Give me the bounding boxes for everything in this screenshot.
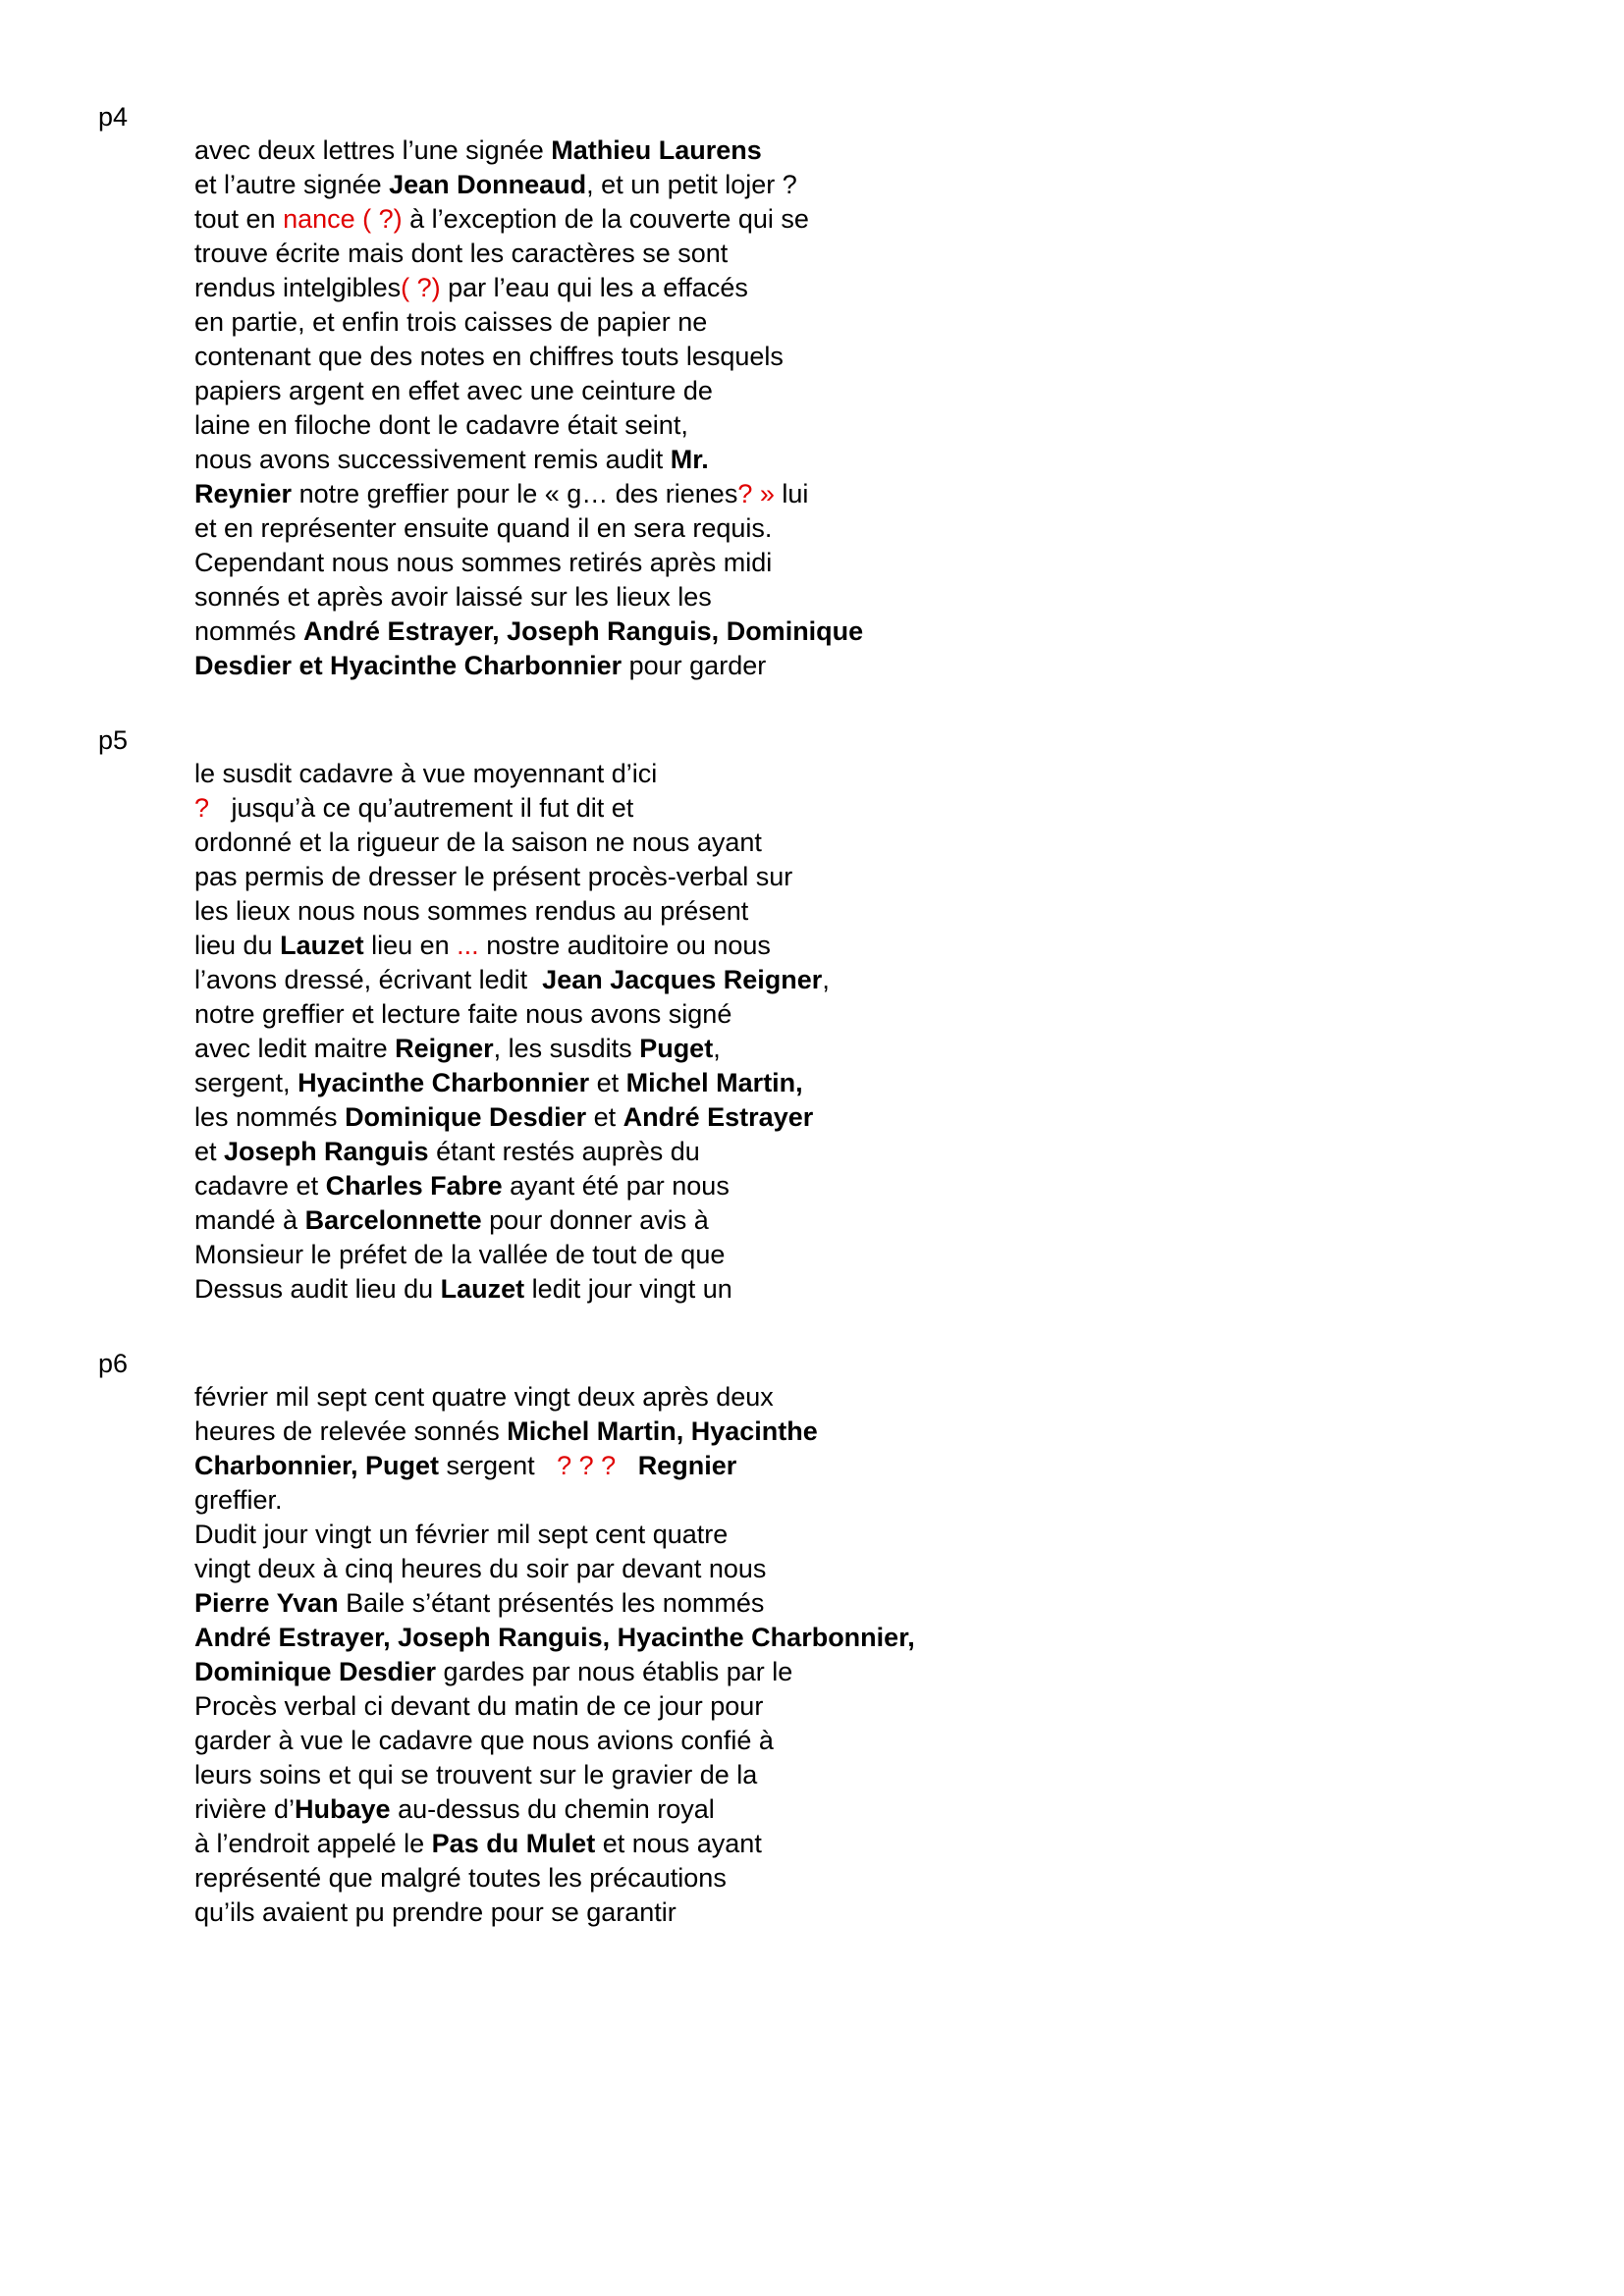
text-line xyxy=(194,1100,1589,1135)
text-segment: ledit jour vingt un xyxy=(524,1274,732,1304)
text-segment: lieu en xyxy=(363,931,458,960)
bold-name-text: André Estrayer, Joseph Ranguis, Hyacinthe Charbonnier, xyxy=(194,1623,915,1652)
text-segment: Dudit jour vingt un février mil sept cent quatre xyxy=(194,1520,729,1549)
text-segment: février mil sept cent quatre vingt deux après deux xyxy=(194,1382,774,1412)
text-line xyxy=(194,1792,1589,1827)
bold-name-text: Barcelonnette xyxy=(304,1205,482,1235)
text-segment: , xyxy=(713,1034,721,1063)
text-segment: pour donner avis à xyxy=(481,1205,709,1235)
uncertain-reading-mark: nance ( ?) xyxy=(283,204,403,234)
text-segment: heures de relevée sonnés xyxy=(194,1416,508,1446)
text-line xyxy=(194,649,1589,683)
text-line xyxy=(194,1135,1589,1169)
text-segment: représenté que malgré toutes les précautions xyxy=(194,1863,727,1893)
text-segment: mandé à xyxy=(194,1205,305,1235)
bold-name-text: Lauzet xyxy=(440,1274,525,1304)
text-segment: tout en xyxy=(194,204,284,234)
text-line xyxy=(194,271,1589,305)
text-segment: et xyxy=(194,1137,225,1166)
text-line xyxy=(194,1758,1589,1792)
text-segment: papiers argent en effet avec une ceinture de xyxy=(194,376,713,405)
text-line xyxy=(194,1724,1589,1758)
uncertain-reading-mark: ( ?) xyxy=(401,273,441,302)
text-segment: les lieux nous nous sommes rendus au présent xyxy=(194,896,749,926)
bold-name-text: Mr. xyxy=(670,445,709,474)
text-segment: rendus intelgibles xyxy=(194,273,402,302)
bold-name-text: Pas du Mulet xyxy=(431,1829,596,1858)
bold-name-text: Michel Martin, Hyacinthe xyxy=(507,1416,818,1446)
page-marker-p4: p4 xyxy=(98,102,129,132)
bold-name-text: Charbonnier, Puget xyxy=(194,1451,440,1480)
text-line xyxy=(194,1203,1589,1238)
text-segment: et l’autre signée xyxy=(194,170,390,199)
text-line xyxy=(194,408,1589,443)
text-line xyxy=(194,1483,1589,1518)
text-segment: le susdit cadavre à vue moyennant d’ici xyxy=(194,759,658,788)
text-line xyxy=(194,997,1589,1032)
text-line xyxy=(194,860,1589,894)
text-line xyxy=(194,614,1589,649)
text-line xyxy=(194,237,1589,271)
text-segment: lui xyxy=(774,479,809,508)
text-segment: ordonné et la rigueur de la saison ne nous ayant xyxy=(194,828,762,857)
text-line xyxy=(194,1032,1589,1066)
text-segment: Monsieur le préfet de la vallée de tout de que xyxy=(194,1240,726,1269)
text-line xyxy=(194,963,1589,997)
uncertain-reading-mark: ? » xyxy=(737,479,775,508)
transcription-block-p4 xyxy=(194,133,1589,683)
bold-name-text: Lauzet xyxy=(280,931,364,960)
text-segment: pas permis de dresser le présent procès-verbal sur xyxy=(194,862,793,891)
text-line xyxy=(194,1238,1589,1272)
text-segment: Cependant nous nous sommes retirés après midi xyxy=(194,548,773,577)
text-line xyxy=(194,168,1589,202)
uncertain-reading-mark: ... xyxy=(457,931,479,960)
text-line xyxy=(194,511,1589,546)
text-segment: Baile s’étant présentés les nommés xyxy=(338,1588,765,1618)
text-segment: avec ledit maitre xyxy=(194,1034,396,1063)
text-segment: , les susdits xyxy=(493,1034,640,1063)
page-marker-p5: p5 xyxy=(98,725,129,755)
text-line xyxy=(194,1689,1589,1724)
text-segment: garder à vue le cadavre que nous avions confié à xyxy=(194,1726,774,1755)
text-segment: gardes par nous établis par le xyxy=(436,1657,793,1686)
text-line xyxy=(194,1896,1589,1930)
text-line xyxy=(194,1449,1589,1483)
text-line xyxy=(194,1621,1589,1655)
bold-name-text: Jean Donneaud xyxy=(389,170,587,199)
text-line xyxy=(194,202,1589,237)
text-segment: notre greffier et lecture faite nous avons signé xyxy=(194,999,732,1029)
bold-name-text: Michel Martin, xyxy=(625,1068,803,1097)
text-segment: les nommés xyxy=(194,1102,346,1132)
text-line xyxy=(194,443,1589,477)
bold-name-text: Dominique Desdier xyxy=(194,1657,437,1686)
text-segment: qu’ils avaient pu prendre pour se garantir xyxy=(194,1897,677,1927)
text-segment: et nous ayant xyxy=(595,1829,762,1858)
text-segment: en partie, et enfin trois caisses de papier ne xyxy=(194,307,708,337)
text-segment: ayant été par nous xyxy=(502,1171,730,1201)
text-segment: Dessus audit lieu du xyxy=(194,1274,441,1304)
text-segment: greffier. xyxy=(194,1485,283,1515)
bold-name-text: Reigner xyxy=(395,1034,494,1063)
text-segment: sonnés et après avoir laissé sur les lieux les xyxy=(194,582,712,612)
text-segment: , xyxy=(822,965,830,994)
text-segment: au-dessus du chemin royal xyxy=(390,1794,715,1824)
text-line xyxy=(194,1066,1589,1100)
bold-name-text: Mathieu Laurens xyxy=(551,135,762,165)
text-line xyxy=(194,546,1589,580)
text-line xyxy=(194,1861,1589,1896)
text-line xyxy=(194,1272,1589,1307)
bold-name-text: Puget xyxy=(639,1034,714,1063)
text-segment: rivière d’ xyxy=(194,1794,296,1824)
text-line xyxy=(194,1552,1589,1586)
text-line xyxy=(194,1827,1589,1861)
uncertain-reading-mark: ? xyxy=(194,793,210,823)
text-segment: lieu du xyxy=(194,931,281,960)
bold-name-text: André Estrayer, Joseph Ranguis, Dominique xyxy=(303,616,864,646)
text-line xyxy=(194,133,1589,168)
text-segment: leurs soins et qui se trouvent sur le gravier de la xyxy=(194,1760,758,1789)
text-segment: Procès verbal ci devant du matin de ce jour pour xyxy=(194,1691,764,1721)
text-segment: nostre auditoire ou nous xyxy=(478,931,771,960)
text-segment: trouve écrite mais dont les caractères se sont xyxy=(194,239,729,268)
text-line xyxy=(194,826,1589,860)
text-segment: par l’eau qui les a effacés xyxy=(440,273,748,302)
text-segment: contenant que des notes en chiffres touts lesquels xyxy=(194,342,784,371)
text-line xyxy=(194,1518,1589,1552)
text-line xyxy=(194,477,1589,511)
text-segment: sergent, xyxy=(194,1068,298,1097)
text-segment: étant restés auprès du xyxy=(428,1137,700,1166)
text-line xyxy=(194,1415,1589,1449)
bold-name-text: Regnier xyxy=(637,1451,737,1480)
text-segment: l’avons dressé, écrivant ledit xyxy=(194,965,543,994)
text-line xyxy=(194,340,1589,374)
bold-name-text: Dominique Desdier xyxy=(345,1102,587,1132)
uncertain-reading-mark: ? ? ? xyxy=(557,1451,617,1480)
text-segment: sergent xyxy=(439,1451,558,1480)
text-line xyxy=(194,1655,1589,1689)
text-line xyxy=(194,1586,1589,1621)
text-line xyxy=(194,580,1589,614)
text-segment: nous avons successivement remis audit xyxy=(194,445,671,474)
text-line xyxy=(194,305,1589,340)
text-segment: et xyxy=(589,1068,626,1097)
text-segment: pour garder xyxy=(622,651,767,680)
text-line xyxy=(194,757,1589,791)
bold-name-text: Desdier et Hyacinthe Charbonnier xyxy=(194,651,623,680)
bold-name-text: Charles Fabre xyxy=(325,1171,503,1201)
text-segment: et xyxy=(586,1102,623,1132)
bold-name-text: Joseph Ranguis xyxy=(224,1137,429,1166)
text-line xyxy=(194,1169,1589,1203)
bold-name-text: Hubaye xyxy=(295,1794,391,1824)
text-segment: laine en filoche dont le cadavre était seint, xyxy=(194,410,688,440)
text-line xyxy=(194,929,1589,963)
bold-name-text: Reynier xyxy=(194,479,293,508)
text-line xyxy=(194,894,1589,929)
page-marker-p6: p6 xyxy=(98,1349,129,1378)
bold-name-text: Pierre Yvan xyxy=(194,1588,339,1618)
bold-name-text: André Estrayer xyxy=(623,1102,814,1132)
text-line xyxy=(194,1380,1589,1415)
transcription-block-p5 xyxy=(194,757,1589,1307)
text-segment: avec deux lettres l’une signée xyxy=(194,135,552,165)
text-segment: vingt deux à cinq heures du soir par devant nous xyxy=(194,1554,767,1583)
text-segment: nommés xyxy=(194,616,304,646)
text-line xyxy=(194,374,1589,408)
text-segment: notre greffier pour le « g… des rienes xyxy=(292,479,738,508)
text-segment: à l’endroit appelé le xyxy=(194,1829,432,1858)
text-segment: jusqu’à ce qu’autrement il fut dit et xyxy=(209,793,634,823)
text-segment: , et un petit lojer ? xyxy=(586,170,797,199)
text-line xyxy=(194,791,1589,826)
bold-name-text: Hyacinthe Charbonnier xyxy=(298,1068,590,1097)
transcription-block-p6 xyxy=(194,1380,1589,1930)
bold-name-text: Jean Jacques Reigner xyxy=(542,965,823,994)
text-segment xyxy=(616,1451,638,1480)
text-segment: et en représenter ensuite quand il en sera requis. xyxy=(194,513,773,543)
text-segment: à l’exception de la couverte qui se xyxy=(402,204,809,234)
text-segment: cadavre et xyxy=(194,1171,326,1201)
